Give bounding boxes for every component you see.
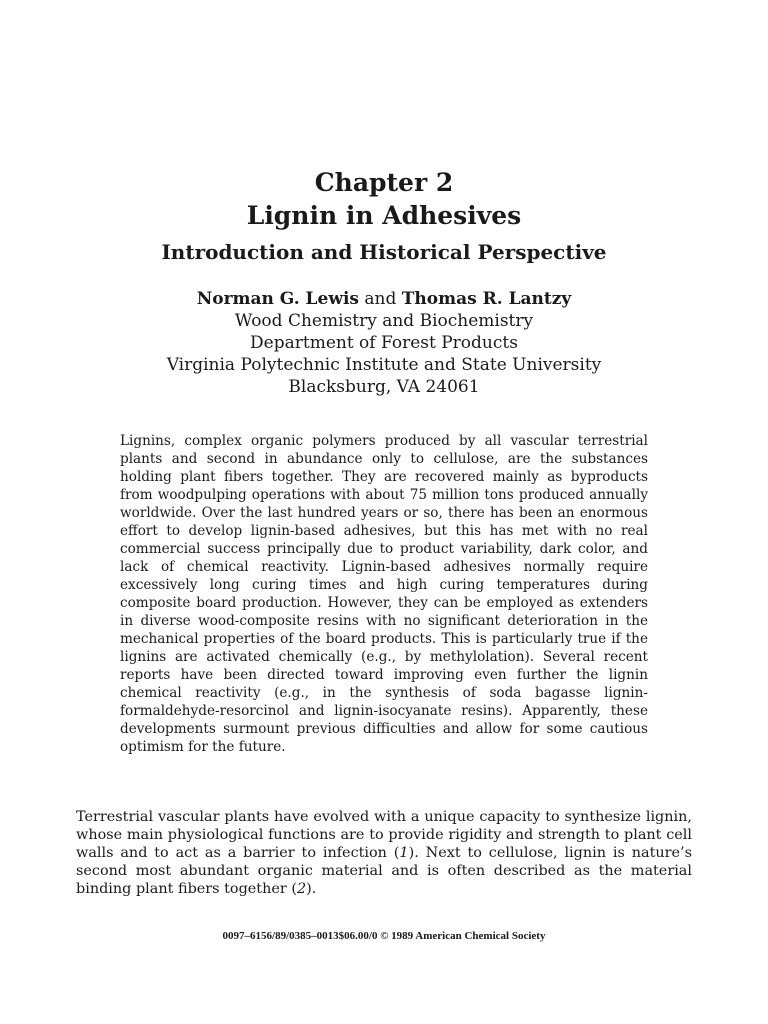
- affiliation-line-4: Blacksburg, VA 24061: [288, 377, 480, 397]
- body-text-2: ). Next to cellulose, lignin is nature’s second most abundant organic material and is often described as the material binding plant fibers together (: [76, 845, 692, 897]
- affiliation-line-1: Wood Chemistry and Biochemistry: [234, 311, 534, 331]
- author-1: Norman G. Lewis: [196, 289, 359, 309]
- author-line: [0, 288, 768, 310]
- abstract-paragraph: Lignins, complex organic polymers produced by all vascular terrestrial plants and second in abundance only to cellulose, are the substances holding plant fibers together. They are recovered mainly as byproducts from woodpulping operations with about 75 million tons produced annually worldwide. Over the last hundred years or so, there has been an enormous effort to develop lignin-based adhesives, but this has met with no real commercial success principally due to product variability, dark color, and lack of chemical reactivity. Lignin-based adhesives normally require excessively long curing times and high curing temperatures during composite board production. However, they can be employed as extenders in diverse wood-composite resins with no significant deterioration in the mechanical properties of the board products. This is particularly true if the lignins are activated chemically (e.g., by methylolation). Several recent reports have been directed toward improving even further the lignin chemical reactivity (e.g., in the synthesis of soda bagasse lignin-formaldehyde-resorcinol and lignin-isocyanate resins). Apparently, these developments surmount previous difficulties and allow for some cautious optimism for the future.: [120, 433, 648, 755]
- citation-2[interactable]: 2: [296, 881, 307, 897]
- affiliation-line-3: Virginia Polytechnic Institute and State University: [166, 355, 602, 375]
- body-text-3: ).: [306, 881, 317, 897]
- affiliation-line-2: Department of Forest Products: [250, 333, 518, 353]
- citation-1[interactable]: 1: [399, 845, 409, 861]
- copyright-footer: 0097–6156/89/0385–0013$06.00/0 © 1989 American Chemical Society: [222, 930, 546, 942]
- chapter-subtitle: Introduction and Historical Perspective: [161, 240, 607, 264]
- author-2: Thomas R. Lantzy: [401, 289, 572, 309]
- body-text-1: Terrestrial vascular plants have evolved with a unique capacity to synthesize lignin, whose main physiological functions are to provide rigidity and strength to plant cell walls and to act as a barrier to infection (: [76, 809, 692, 861]
- author-conjunction: and: [358, 289, 402, 309]
- chapter-number: Chapter 2: [314, 168, 454, 197]
- body-paragraph: [76, 808, 692, 898]
- chapter-title: Lignin in Adhesives: [246, 201, 522, 230]
